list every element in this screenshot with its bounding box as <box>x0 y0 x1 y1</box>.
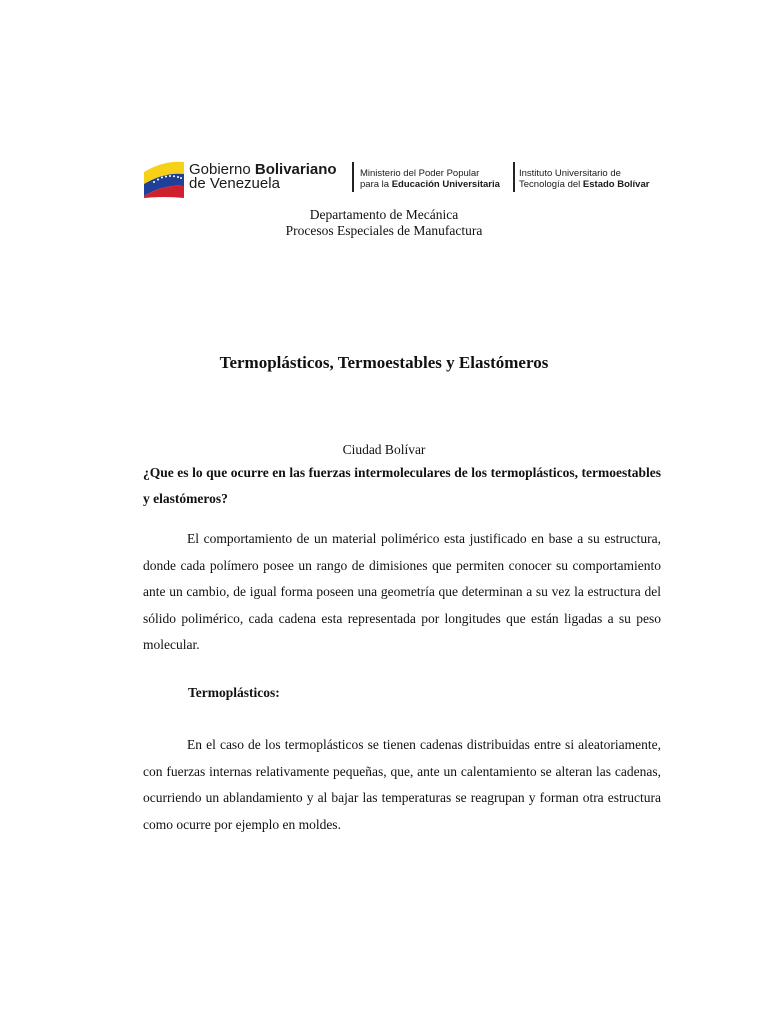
body-paragraph: El comportamiento de un material polimérico esta justificado en base a su estructura, donde cada polímero posee un rango de dimisiones que permiten conocer su comportamiento ante un cambio, de igual forma poseen una geometría que determinan a su vez la estructura del sólido polimérico, cada cadena esta representada por longitudes que están ligadas a su peso molecular. <box>143 531 661 652</box>
gov-line2: de Venezuela <box>189 175 280 192</box>
section-heading: Termoplásticos: <box>188 685 280 700</box>
institution-header <box>142 156 662 202</box>
government-logo-text <box>189 163 337 191</box>
institute-text <box>519 168 649 190</box>
institute-line2-prefix: Tecnología del <box>519 179 583 190</box>
ministry-text <box>360 168 500 190</box>
document-title: Termoplásticos, Termoestables y Elastómeros <box>219 353 549 372</box>
ministry-line2-bold: Educación Universitaria <box>391 179 500 190</box>
department-block <box>0 207 768 239</box>
gov-line1-prefix: Gobierno <box>189 161 255 178</box>
city-name: Ciudad Bolívar <box>342 442 426 457</box>
institute-line2-bold: Estado Bolívar <box>582 179 650 190</box>
venezuela-flag-icon <box>142 158 186 198</box>
gov-line1-bold: Bolivariano <box>254 161 337 178</box>
question-heading: ¿Que es lo que ocurre en las fuerzas intermoleculares de los termoplásticos, termoestables y elastómeros? <box>143 465 661 506</box>
ministry-line2-prefix: para la <box>360 179 392 190</box>
header-divider <box>352 162 354 192</box>
header-divider <box>513 162 515 192</box>
ministry-line1: Ministerio del Poder Popular <box>360 168 480 179</box>
department-name: Departamento de Mecánica <box>309 207 459 222</box>
institute-line1: Instituto Universitario de <box>519 168 621 179</box>
course-name: Procesos Especiales de Manufactura <box>285 223 483 238</box>
body-paragraph: En el caso de los termoplásticos se tienen cadenas distribuidas entre si aleatoriamente, con fuerzas internas relativamente pequeñas, que, ante un calentamiento se alteran las cadenas, ocurriendo un ablandamiento y al bajar las temperaturas se reagrupan y forman otra estructura como ocurre por ejemplo en moldes. <box>143 737 661 832</box>
